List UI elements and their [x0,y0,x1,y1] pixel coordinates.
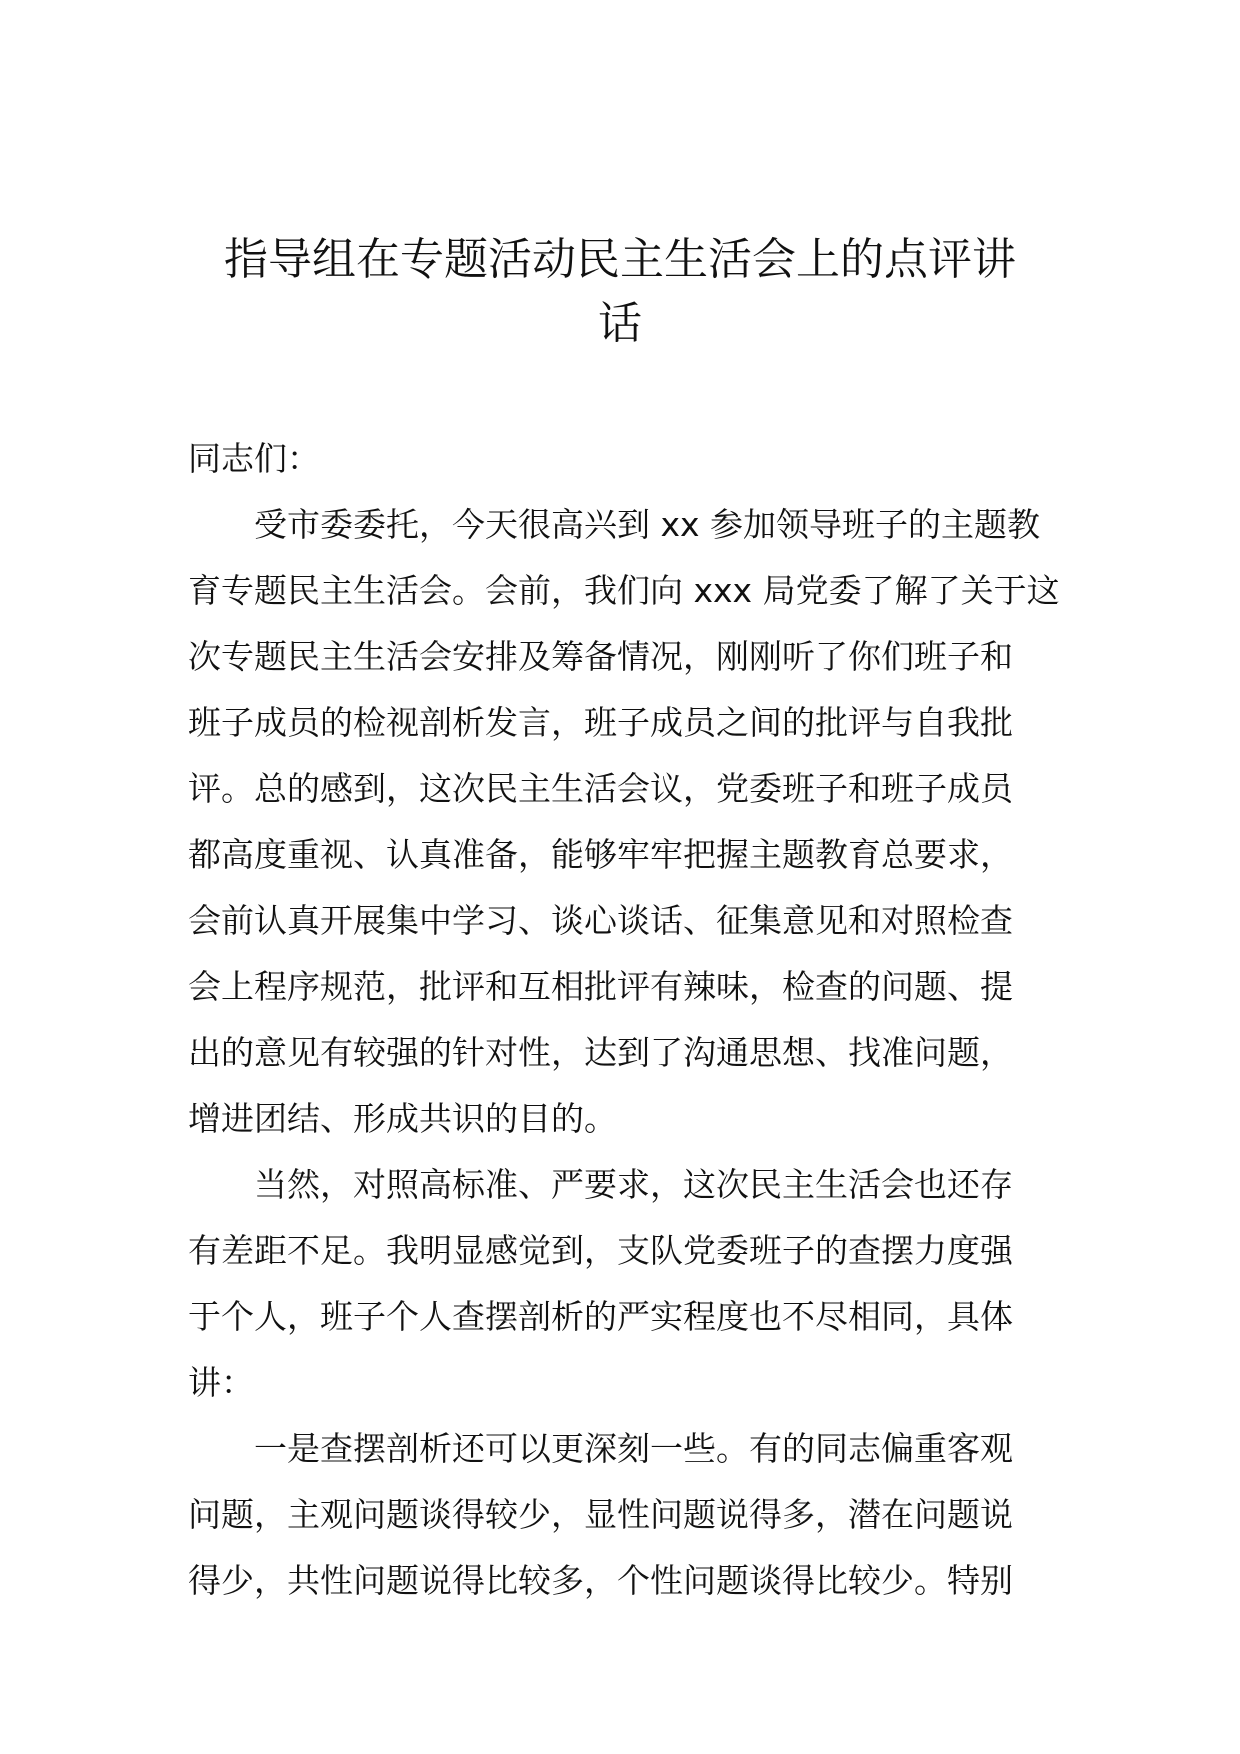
paragraph-1 [188,492,1060,1152]
paragraph-line: 于个人，班子个人查摆剖析的严实程度也不尽相同，具体 [188,1297,1013,1336]
paragraph-line: 讲： [188,1363,254,1402]
paragraph-line: 出的意见有较强的针对性，达到了沟通思想、找准问题， [188,1033,1013,1072]
salutation: 同志们： [188,439,320,478]
title-line-2: 话 [598,298,642,349]
paragraph-line: 育专题民主生活会。会前，我们向 xxx 局党委了解了关于这 [188,571,1060,610]
paragraph-line: 受市委委托，今天很高兴到 xx 参加领导班子的主题教 [254,505,1041,544]
paragraph-line: 都高度重视、认真准备，能够牢牢把握主题教育总要求， [188,835,1013,874]
paragraph-line: 班子成员的检视剖析发言，班子成员之间的批评与自我批 [188,703,1013,742]
paragraph-line: 一是查摆剖析还可以更深刻一些。有的同志偏重客观 [254,1429,1013,1468]
paragraph-line: 会前认真开展集中学习、谈心谈话、征集意见和对照检查 [188,901,1013,940]
paragraph-line: 评。总的感到，这次民主生活会议，党委班子和班子成员 [188,769,1013,808]
document-body [188,426,1060,1614]
paragraph-line: 当然，对照高标准、严要求，这次民主生活会也还存 [254,1165,1013,1204]
paragraph-2 [188,1152,1060,1416]
paragraph-line: 会上程序规范，批评和互相批评有辣味，检查的问题、提 [188,967,1013,1006]
document-title [180,228,1060,356]
paragraph-line: 次专题民主生活会安排及筹备情况，刚刚听了你们班子和 [188,637,1013,676]
paragraph-line: 有差距不足。我明显感觉到，支队党委班子的查摆力度强 [188,1231,1013,1270]
title-line-1: 指导组在专题活动民主生活会上的点评讲 [224,234,1016,285]
paragraph-line: 增进团结、形成共识的目的。 [188,1099,617,1138]
paragraph-line: 问题，主观问题谈得较少，显性问题说得多，潜在问题说 [188,1495,1013,1534]
paragraph-line: 得少，共性问题说得比较多，个性问题谈得比较少。特别 [188,1561,1013,1600]
paragraph-3 [188,1416,1060,1614]
